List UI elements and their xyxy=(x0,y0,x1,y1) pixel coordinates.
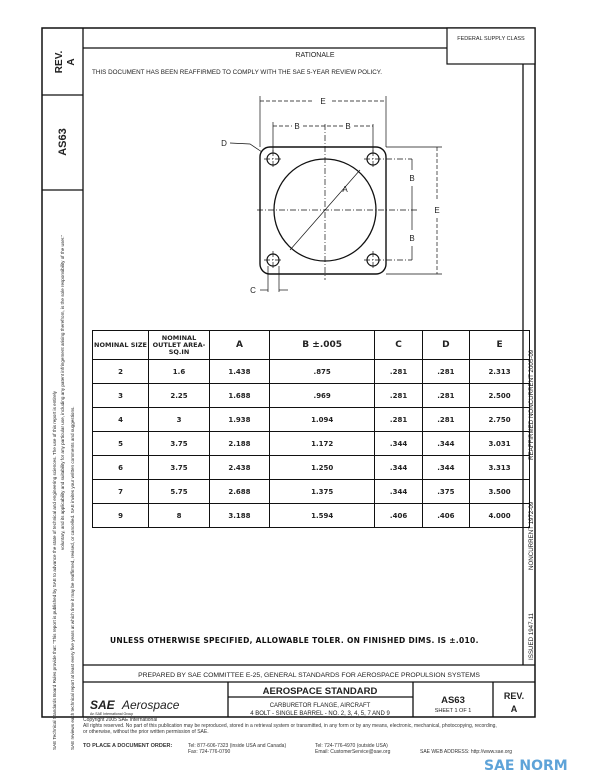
table-cell: .281 xyxy=(375,360,422,384)
table-cell: 1.688 xyxy=(210,384,270,408)
table-cell: 1.938 xyxy=(210,408,270,432)
issued-date: ISSUED 1947-11 xyxy=(528,612,535,660)
table-cell: .281 xyxy=(375,408,422,432)
table-cell: 3 xyxy=(149,408,210,432)
dimension-lines xyxy=(230,96,442,292)
title-line-1: CARBURETOR FLANGE, AIRCRAFT xyxy=(269,703,371,709)
table-cell: .344 xyxy=(422,456,469,480)
table-cell: .281 xyxy=(422,408,469,432)
dim-label-b-left: B xyxy=(294,122,300,131)
table-cell: 2.188 xyxy=(210,432,270,456)
dim-label-d: D xyxy=(221,139,227,148)
boilerplate-line-3: SAE reviews each technical report at least every five years at which time it may be reaffirmed, revised, or cancelled. SAE invites your written comments and suggestions. xyxy=(70,406,75,750)
table-cell: 3.188 xyxy=(210,504,270,528)
flange-drawing xyxy=(230,96,442,292)
dim-label-b-up: B xyxy=(409,174,415,183)
col-header-b: B ±.005 xyxy=(269,331,374,360)
table-header-row xyxy=(93,331,530,360)
col-header-e: E xyxy=(470,331,530,360)
table-cell: .344 xyxy=(375,456,422,480)
table-cell: 2.25 xyxy=(149,384,210,408)
table-cell: .344 xyxy=(375,480,422,504)
table-cell: .344 xyxy=(375,432,422,456)
table-row xyxy=(93,360,530,384)
dim-label-c: C xyxy=(250,286,256,295)
table-cell: .281 xyxy=(422,384,469,408)
table-cell: .406 xyxy=(422,504,469,528)
table-cell: 9 xyxy=(93,504,149,528)
dimensions-table xyxy=(92,330,530,528)
table-cell: 7 xyxy=(93,480,149,504)
rev-label: REV. xyxy=(503,691,525,701)
table-row xyxy=(93,408,530,432)
table-cell: 1.094 xyxy=(269,408,374,432)
table-cell: 3.500 xyxy=(470,480,530,504)
table-cell: .375 xyxy=(422,480,469,504)
table-cell: 1.250 xyxy=(269,456,374,480)
table-body xyxy=(93,360,530,528)
col-header-a: A xyxy=(210,331,270,360)
table-cell: .875 xyxy=(269,360,374,384)
table-cell: 2.313 xyxy=(470,360,530,384)
dim-label-b-right: B xyxy=(345,122,351,131)
dim-label-a: A xyxy=(342,185,348,194)
bolt-holes xyxy=(267,153,379,266)
table-cell: 3.75 xyxy=(149,432,210,456)
col-header-outlet-area: NOMINAL OUTLET AREA-SQ.IN xyxy=(149,331,210,360)
table-cell: 5.75 xyxy=(149,480,210,504)
table-cell: 1.172 xyxy=(269,432,374,456)
table-cell: 1.438 xyxy=(210,360,270,384)
fax: Fax: 724-776-0790 xyxy=(188,748,231,755)
tel-us: Tel: 877-606-7323 (inside USA and Canada) xyxy=(188,743,287,749)
table-cell: .344 xyxy=(422,432,469,456)
flange-outline xyxy=(260,147,386,274)
rationale-title: RATIONALE xyxy=(295,52,335,59)
rights-line-2: or otherwise, without the prior written permission of SAE. xyxy=(83,728,209,735)
col-header-nominal-size: NOMINAL SIZE xyxy=(93,331,149,360)
watermark: SAE NORM xyxy=(484,758,568,774)
table-cell: 2.438 xyxy=(210,456,270,480)
col-header-d: D xyxy=(422,331,469,360)
table-cell: 5 xyxy=(93,432,149,456)
copyright: Copyright 2005 SAE International xyxy=(83,717,158,723)
table-cell: 3 xyxy=(93,384,149,408)
table-cell: 2.750 xyxy=(470,408,530,432)
table-row xyxy=(93,456,530,480)
dim-label-b-down: B xyxy=(409,234,415,243)
order-phone-intl xyxy=(315,744,390,756)
table-cell: 2.688 xyxy=(210,480,270,504)
table-cell: 1.375 xyxy=(269,480,374,504)
doc-number-side: AS63 xyxy=(57,128,69,156)
rev-value: A xyxy=(510,704,518,714)
table-cell: 1.594 xyxy=(269,504,374,528)
doc-number: AS63 xyxy=(441,695,465,706)
logo-sae: SAE xyxy=(90,698,115,712)
table-cell: 1.6 xyxy=(149,360,210,384)
title-line-2: 4 BOLT - SINGLE BARREL - NO. 2, 3, 4, 5, 7 AND 9 xyxy=(250,711,390,717)
table-cell: 4.000 xyxy=(470,504,530,528)
noncurrent-date: NONCURRENT 1972-09 xyxy=(528,501,535,570)
logo-subtitle: An SAE International Group xyxy=(90,712,134,716)
table-cell: .281 xyxy=(422,360,469,384)
prepared-by: PREPARED BY SAE COMMITTEE E-25, GENERAL STANDARDS FOR AEROSPACE PROPULSION SYSTEMS xyxy=(138,672,480,679)
web-address[interactable]: SAE WEB ADDRESS: http://www.sae.org xyxy=(420,749,512,755)
rev-label-side: REV. xyxy=(54,50,65,74)
table-cell: 2.500 xyxy=(470,384,530,408)
tolerance-note: UNLESS OTHERWISE SPECIFIED, ALLOWABLE TOLER. ON FINISHED DIMS. IS ±.010. xyxy=(110,636,479,645)
col-header-c: C xyxy=(375,331,422,360)
table-cell: 3.75 xyxy=(149,456,210,480)
order-label: TO PLACE A DOCUMENT ORDER: xyxy=(83,743,173,749)
table-cell: .969 xyxy=(269,384,374,408)
standard-type: AEROSPACE STANDARD xyxy=(262,686,378,697)
table-cell: 3.031 xyxy=(470,432,530,456)
sheet-number: SHEET 1 OF 1 xyxy=(434,708,472,714)
federal-supply-class-label: FEDERAL SUPPLY CLASS xyxy=(457,36,525,42)
order-phone-us xyxy=(188,744,286,756)
dim-label-e-top: E xyxy=(320,97,326,106)
boilerplate-line-2: voluntary, and its applicability and suitability for any particular use, including any patent infringement arising therefrom, is the sole responsibility of the user." xyxy=(60,234,65,550)
boilerplate-line-1: SAE Technical Standards Board Rules provide that: "This report is published by SAE to advance the state of technical and engineering sciences. The use of this report is entirely xyxy=(52,391,57,750)
table-cell: 3.313 xyxy=(470,456,530,480)
order-block xyxy=(83,744,172,750)
table-row xyxy=(93,504,530,528)
reaffirmed-date: REAFFIRMED NONCURRENT 2005-09 xyxy=(528,349,535,460)
table-cell: .281 xyxy=(375,384,422,408)
rights-line-1: All rights reserved. No part of this publication may be reproduced, stored in a retrieval system or transmitted, in any form or by any means, electronic, mechanical, photocopying, recording, xyxy=(83,722,497,729)
rationale-text: THIS DOCUMENT HAS BEEN REAFFIRMED TO COMPLY WITH THE SAE 5-YEAR REVIEW POLICY. xyxy=(92,69,382,76)
rev-value-side: A xyxy=(66,58,77,66)
table-cell: 4 xyxy=(93,408,149,432)
table-row xyxy=(93,480,530,504)
table-cell: 2 xyxy=(93,360,149,384)
federal-supply-class-box xyxy=(447,28,535,64)
logo-aerospace: Aerospace xyxy=(122,698,180,712)
table-cell: 8 xyxy=(149,504,210,528)
tel-intl: Tel: 724-776-4970 (outside USA) xyxy=(315,743,388,749)
table-row xyxy=(93,432,530,456)
dim-label-e-side: E xyxy=(434,206,440,215)
table-cell: 6 xyxy=(93,456,149,480)
table-row xyxy=(93,384,530,408)
table-cell: .406 xyxy=(375,504,422,528)
email[interactable]: Email: CustomerService@sae.org xyxy=(315,748,391,755)
footer-legal xyxy=(83,718,523,735)
